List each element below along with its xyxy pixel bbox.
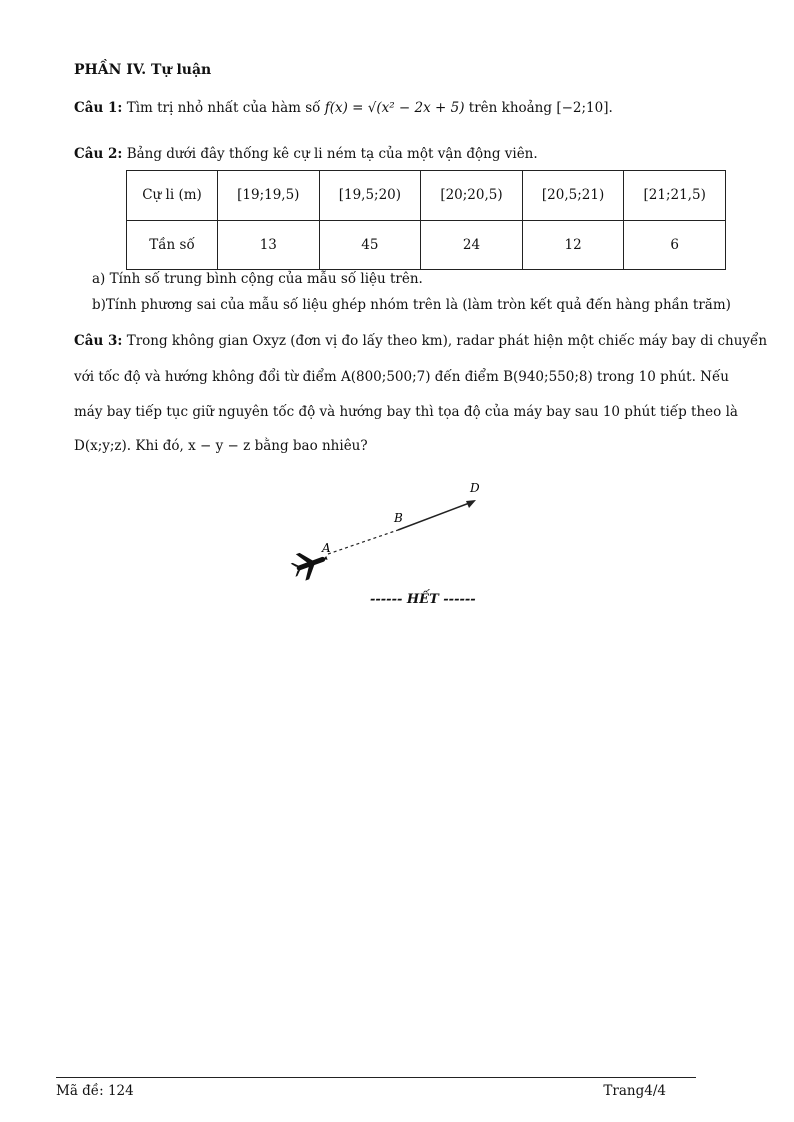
point-a-label: A bbox=[322, 541, 331, 555]
path-bd bbox=[398, 502, 472, 530]
table-cell-interval: [21;21,5) bbox=[624, 171, 726, 221]
table-cell-interval: [19;19,5) bbox=[218, 171, 320, 221]
question-3-text: Trong không gian Oxyz (đơn vị đo lấy theo km), radar phát hiện một chiếc máy bay di chuyển bbox=[126, 333, 768, 349]
question-3-line-3: máy bay tiếp tục giữ nguyên tốc độ và hướng bay thì tọa độ của máy bay sau 10 phút tiếp theo là bbox=[74, 404, 738, 420]
question-1 bbox=[74, 100, 613, 116]
question-3-line-1 bbox=[74, 333, 767, 349]
table-cell-frequency: 6 bbox=[624, 220, 726, 270]
arrowhead-icon bbox=[466, 500, 476, 508]
table-cell-interval: [20;20,5) bbox=[421, 171, 523, 221]
question-2-part-a: a) Tính số trung bình cộng của mẫu số liệu trên. bbox=[92, 271, 423, 287]
table-row bbox=[127, 171, 726, 221]
question-3-label: Câu 3: bbox=[74, 333, 123, 349]
question-2-text: Bảng dưới đây thống kê cự li ném tạ của một vận động viên. bbox=[126, 146, 538, 162]
question-3-line-4: D(x;y;z). Khi đó, x − y − z bằng bao nhiêu? bbox=[74, 438, 368, 454]
table-row bbox=[127, 220, 726, 270]
question-2-part-b: b)Tính phương sai của mẫu số liệu ghép nhóm trên là (làm tròn kết quả đến hàng phần trăm) bbox=[92, 297, 731, 313]
question-2-label: Câu 2: bbox=[74, 146, 123, 162]
footer-divider bbox=[56, 1077, 696, 1078]
dashed-path-ab bbox=[328, 530, 398, 554]
question-1-mid: trên khoảng bbox=[468, 100, 553, 116]
question-1-interval: [−2;10]. bbox=[556, 100, 613, 116]
end-mark: ------ HẾT ------ bbox=[370, 592, 476, 607]
table-cell-frequency: 45 bbox=[319, 220, 421, 270]
question-2 bbox=[74, 146, 538, 162]
question-1-label: Câu 1: bbox=[74, 100, 123, 116]
flight-path-figure bbox=[280, 478, 500, 588]
question-1-function: f(x) = √(x² − 2x + 5) bbox=[324, 100, 465, 116]
table-cell-frequency: 24 bbox=[421, 220, 523, 270]
section-title: PHẦN IV. Tự luận bbox=[74, 62, 212, 78]
table-cell-frequency: 13 bbox=[218, 220, 320, 270]
question-1-text: Tìm trị nhỏ nhất của hàm số bbox=[126, 100, 321, 116]
table-cell-frequency: 12 bbox=[522, 220, 624, 270]
question-3-line-2: với tốc độ và hướng không đổi từ điểm A(800;500;7) đến điểm B(940;550;8) trong 10 phút. Nếu bbox=[74, 369, 729, 385]
table-header-frequency: Tần số bbox=[127, 220, 218, 270]
exam-code: Mã đề: 124 bbox=[56, 1083, 134, 1099]
point-d-label: D bbox=[470, 481, 480, 495]
table-header-distance: Cự li (m) bbox=[127, 171, 218, 221]
table-cell-interval: [19,5;20) bbox=[319, 171, 421, 221]
table-cell-interval: [20,5;21) bbox=[522, 171, 624, 221]
page-number: Trang4/4 bbox=[603, 1083, 666, 1099]
frequency-table bbox=[126, 170, 726, 270]
point-b-label: B bbox=[394, 511, 403, 525]
